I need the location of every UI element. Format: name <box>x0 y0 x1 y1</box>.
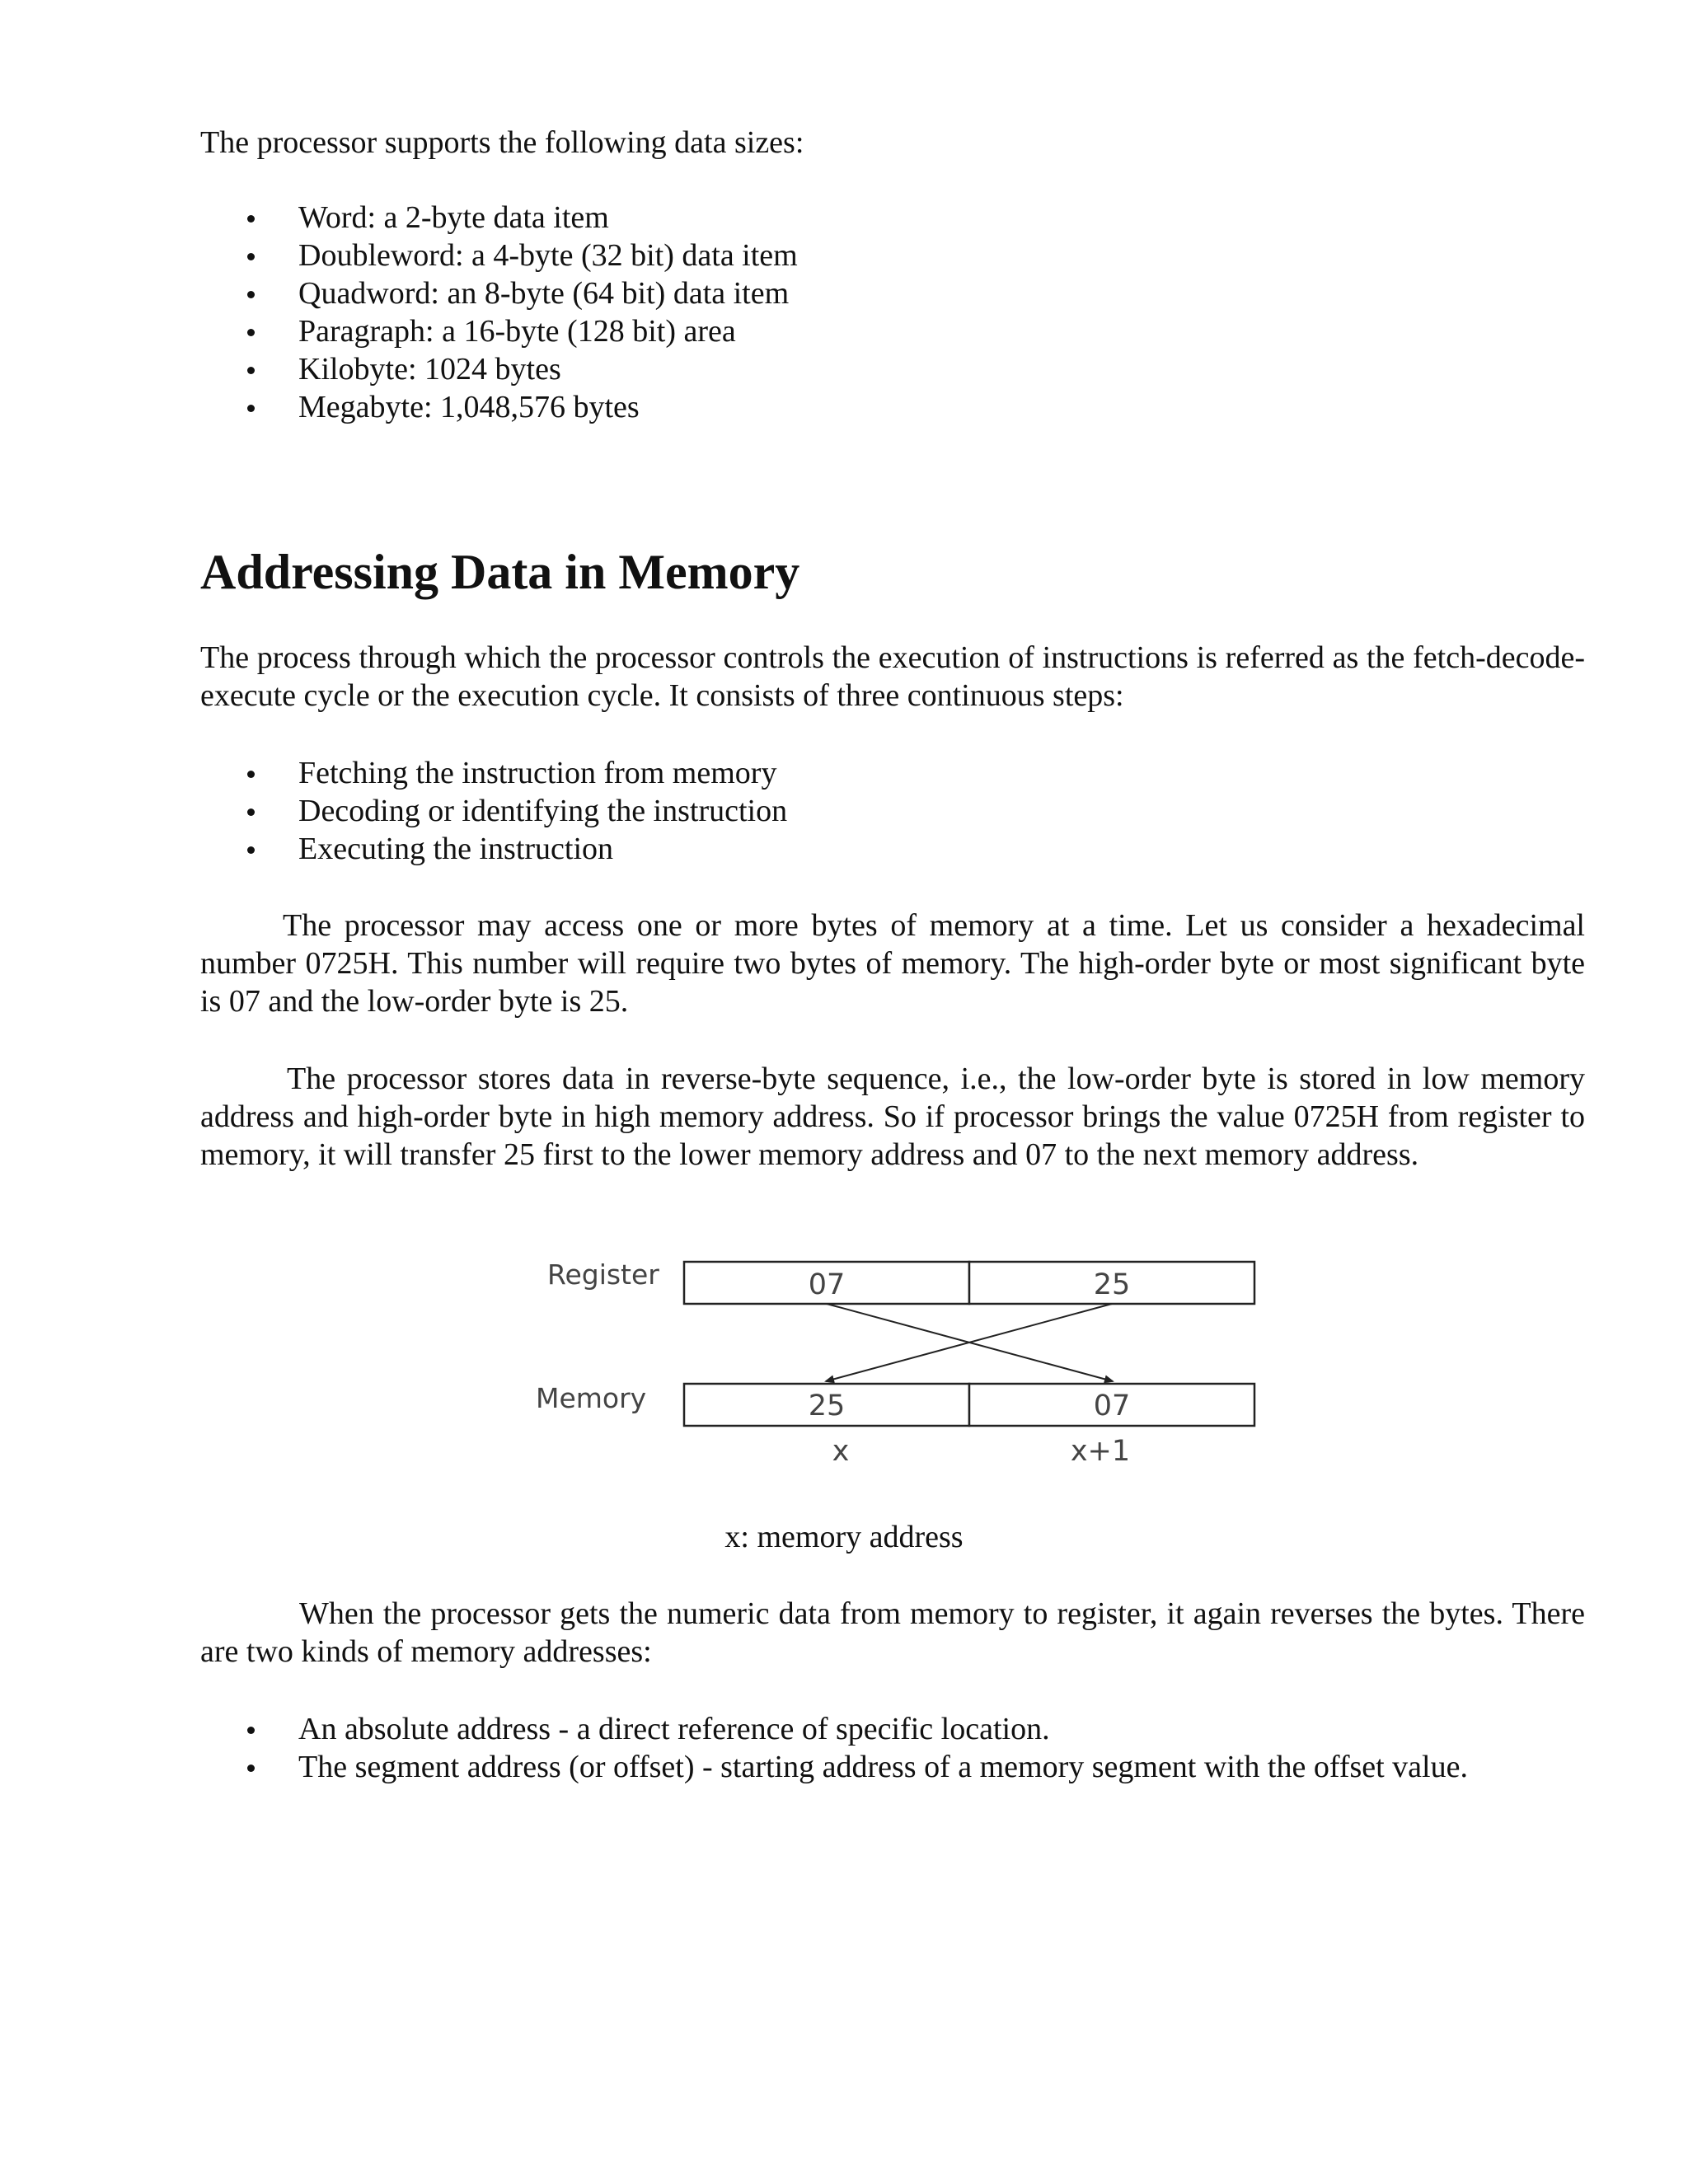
address-label-x-plus-1: x+1 <box>1070 1435 1131 1468</box>
bullet-icon <box>247 846 255 854</box>
list-item: Megabyte: 1,048,576 bytes <box>247 388 798 426</box>
bullet-icon <box>247 329 255 336</box>
bullet-icon <box>247 291 255 298</box>
bullet-icon <box>247 367 255 374</box>
list-item: The segment address (or offset) - starting address of a memory segment with the offset value. <box>247 1748 1468 1786</box>
paragraph-memory-addresses: When the processor gets the numeric data from memory to register, it again reverses the bytes. There are two kinds of memory addresses: <box>200 1596 1585 1669</box>
paragraph-hex-example: The processor may access one or more bytes of memory at a time. Let us consider a hexadecimal number 0725H. This number will require two bytes of memory. The high-order byte or most significant byte is 07 and the low-order byte is 25. <box>200 908 1585 1019</box>
cycle-steps-list <box>247 754 787 868</box>
register-byte-high: 07 <box>808 1268 846 1301</box>
bullet-icon <box>247 253 255 260</box>
section-heading: Addressing Data in Memory <box>200 545 800 599</box>
list-item: Paragraph: a 16-byte (128 bit) area <box>247 312 798 350</box>
bullet-icon <box>247 1765 255 1772</box>
list-item: Doubleword: a 4-byte (32 bit) data item <box>247 237 798 274</box>
list-item: Decoding or identifying the instruction <box>247 792 787 830</box>
bullet-icon <box>247 215 255 223</box>
list-item: Kilobyte: 1024 bytes <box>247 350 798 388</box>
register-label: Register <box>547 1258 659 1291</box>
bullet-icon <box>247 1727 255 1734</box>
paragraph-reverse-byte: The processor stores data in reverse-byte sequence, i.e., the low-order byte is stored in low memory address and high-order byte in high memory address. So if processor brings the value 0725H from register to memory, it will transfer 25 first to the lower memory address and 07 to the next memory address. <box>200 1062 1585 1172</box>
list-item: Executing the instruction <box>247 830 787 868</box>
bullet-icon <box>247 405 255 412</box>
bullet-icon <box>247 808 255 816</box>
memory-label: Memory <box>536 1382 647 1414</box>
byte-order-diagram <box>528 1244 1269 1483</box>
address-label-x: x <box>832 1435 850 1468</box>
memory-byte-x-plus-1: 07 <box>1093 1390 1131 1422</box>
diagram-caption: x: memory address <box>724 1520 964 1554</box>
register-byte-low: 25 <box>1093 1268 1131 1301</box>
data-sizes-list <box>247 199 798 426</box>
paragraph-fetch-cycle: The process through which the processor controls the execution of instructions is referred as the fetch-decode-execute cycle or the execution cycle. It consists of three continuous steps: <box>200 640 1585 713</box>
list-item: Quadword: an 8-byte (64 bit) data item <box>247 274 798 312</box>
intro-text: The processor supports the following data sizes: <box>200 125 804 160</box>
byte-order-diagram-svg <box>528 1244 1269 1483</box>
list-item: An absolute address - a direct reference of specific location. <box>247 1710 1468 1748</box>
list-item: Fetching the instruction from memory <box>247 754 787 792</box>
memory-byte-x: 25 <box>808 1390 846 1422</box>
address-kinds-list <box>247 1710 1468 1786</box>
bullet-icon <box>247 771 255 778</box>
list-item: Word: a 2-byte data item <box>247 199 798 237</box>
